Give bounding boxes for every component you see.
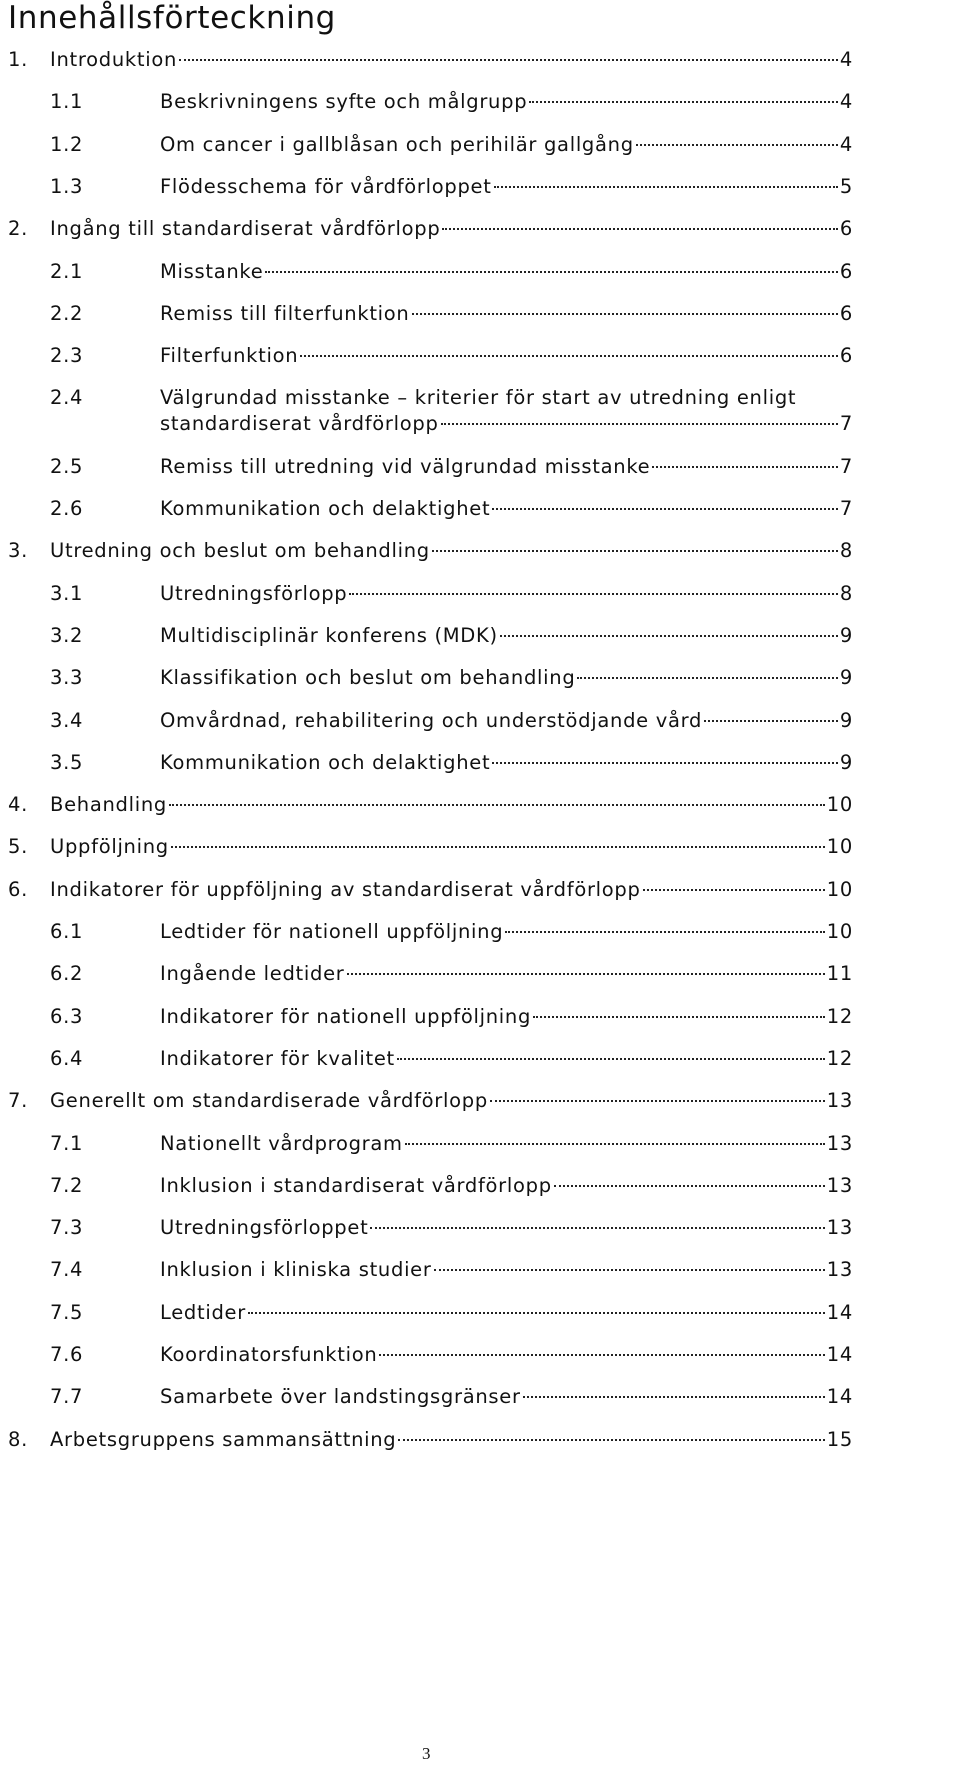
- toc-entry-number: 1.: [8, 48, 29, 71]
- toc-entry-line: [160, 1216, 853, 1240]
- toc-entry-title: Remiss till filterfunktion: [160, 301, 410, 325]
- dot-leader: [636, 144, 838, 146]
- dot-leader: [405, 1143, 825, 1145]
- toc-entry-number: 6.4: [50, 1046, 84, 1070]
- toc-entry-title: Klassifikation och beslut om behandling: [160, 666, 576, 690]
- dot-leader: [643, 889, 825, 891]
- toc-entry-page-number: 6: [839, 301, 853, 325]
- toc-entry-page-number: 5: [839, 174, 853, 198]
- dot-leader: [379, 1354, 824, 1356]
- toc-entry-line: [50, 217, 853, 241]
- toc-entry-title: Nationellt vårdprogram: [160, 1131, 403, 1155]
- toc-entry-title: Om cancer i gallblåsan och perihilär gallgång: [160, 132, 634, 156]
- dot-leader: [652, 466, 838, 468]
- toc-entry-page-number: 13: [826, 1173, 853, 1197]
- dot-leader: [492, 508, 838, 510]
- dot-leader: [492, 762, 838, 764]
- toc-entry-number: 2.1: [50, 259, 84, 283]
- dot-leader: [494, 186, 838, 188]
- dot-leader: [529, 101, 838, 103]
- toc-entry-title: Misstanke: [160, 259, 264, 283]
- toc-entry-line: [50, 793, 853, 817]
- toc-entry-title: Flödesschema för vårdförloppet: [160, 174, 492, 198]
- dot-leader: [505, 931, 824, 933]
- toc-entry-line: [160, 1258, 853, 1282]
- toc-entry-number: 8.: [8, 1427, 29, 1451]
- toc-entry-number: 4.: [8, 793, 29, 817]
- toc-entry-page-number: 10: [826, 920, 853, 943]
- toc-entry-number: 7.5: [50, 1300, 84, 1324]
- toc-entry-number: 7.2: [50, 1173, 84, 1197]
- toc-entry-line: [160, 133, 853, 157]
- toc-entry-number: 6.3: [50, 1004, 84, 1028]
- toc-entry-title: Ingående ledtider: [160, 962, 345, 986]
- toc-entry-page-number: 4: [839, 132, 853, 156]
- toc-entry-number: 7.7: [50, 1385, 84, 1409]
- toc-entry-line: [160, 1343, 853, 1367]
- toc-entry-title: Koordinatorsfunktion: [160, 1343, 378, 1366]
- toc-entry-title: Inklusion i kliniska studier: [160, 1258, 432, 1282]
- dot-leader: [704, 720, 838, 722]
- toc-entry-line: [160, 666, 853, 690]
- toc-entry-page-number: 13: [826, 1258, 853, 1282]
- dot-leader: [533, 1016, 825, 1018]
- toc-entry-line: [160, 751, 853, 775]
- toc-entry-number: 5.: [8, 835, 29, 859]
- toc-entry-page-number: 14: [826, 1300, 853, 1324]
- toc-entry-page-number: 7: [839, 497, 853, 520]
- dot-leader: [434, 1269, 825, 1271]
- dot-leader: [577, 677, 837, 679]
- toc-entry-number: 3.2: [50, 623, 84, 647]
- toc-entry-title: Ingång till standardiserat vårdförlopp: [50, 217, 441, 241]
- toc-heading: Innehållsförteckning: [8, 0, 336, 36]
- dot-leader: [442, 228, 837, 230]
- toc-entry-line: [160, 455, 853, 479]
- toc-entry-title: Behandling: [50, 793, 167, 817]
- toc-entry-page-number: 4: [839, 90, 853, 114]
- toc-entry-line: [160, 302, 853, 326]
- toc-entry-page-number: 11: [826, 962, 853, 986]
- toc-entry-line: [50, 48, 853, 72]
- toc-entry-title: Remiss till utredning vid välgrundad misstanke: [160, 454, 651, 478]
- toc-entry-title: Välgrundad misstanke – kriterier för start av utredning enligt: [160, 386, 797, 410]
- toc-entry-line: [160, 344, 853, 368]
- toc-entry-page-number: 10: [826, 793, 853, 817]
- toc-entry-title: Indikatorer för kvalitet: [160, 1046, 395, 1070]
- toc-entry-page-number: 8: [839, 539, 853, 563]
- dot-leader: [397, 1058, 825, 1060]
- toc-entry-title: Ledtider för nationell uppföljning: [160, 920, 504, 943]
- toc-entry-page-number: 14: [826, 1343, 853, 1366]
- toc-entry-line: [50, 835, 853, 859]
- toc-entry-title: Kommunikation och delaktighet: [160, 497, 491, 520]
- dot-leader: [432, 550, 838, 552]
- dot-leader: [523, 1396, 825, 1398]
- toc-entry-title: Arbetsgruppens sammansättning: [50, 1427, 397, 1451]
- toc-entry-page-number: 4: [839, 48, 853, 71]
- toc-entry-number: 3.: [8, 539, 29, 563]
- toc-entry-line: [160, 1005, 853, 1029]
- toc-entry-number: 7.: [8, 1089, 29, 1113]
- toc-entry-line: [160, 497, 853, 521]
- dot-leader: [554, 1185, 825, 1187]
- toc-entry-number: 3.1: [50, 581, 84, 605]
- toc-entry-page-number: 6: [839, 344, 853, 368]
- toc-entry-number: 3.5: [50, 750, 84, 774]
- toc-entry-number: 7.1: [50, 1131, 84, 1155]
- toc-entry-title: Generellt om standardiserade vårdförlopp: [50, 1089, 488, 1113]
- toc-entry-line: [160, 962, 853, 986]
- toc-entry-title: Utredningsförlopp: [160, 581, 348, 605]
- toc-entry-number: 6.: [8, 877, 29, 901]
- toc-entry-line: [50, 878, 853, 902]
- toc-entry-title: Introduktion: [50, 48, 178, 71]
- toc-entry-line: [160, 1301, 853, 1325]
- toc-entry-title: Samarbete över landstingsgränser: [160, 1385, 521, 1409]
- dot-leader: [441, 423, 838, 425]
- toc-entry-number: 7.4: [50, 1258, 84, 1282]
- footer-page-number: 3: [422, 1744, 431, 1763]
- toc-entry-number: 7.6: [50, 1343, 84, 1366]
- toc-entry-title: standardiserat vårdförlopp: [160, 412, 439, 436]
- toc-entry-number: 3.3: [50, 666, 84, 690]
- dot-leader: [300, 355, 838, 357]
- toc-entry-line: [160, 624, 853, 648]
- toc-entry-title: Uppföljning: [50, 835, 169, 859]
- toc-entry-line: [160, 1132, 853, 1156]
- toc-entry-title: Utredning och beslut om behandling: [50, 539, 430, 563]
- toc-entry-title: Ledtider: [160, 1300, 246, 1324]
- dot-leader: [370, 1227, 824, 1229]
- toc-entry-line: [160, 412, 853, 436]
- toc-entry-page-number: 12: [826, 1046, 853, 1070]
- toc-entry-number: 2.4: [50, 386, 84, 410]
- toc-entry-line: [160, 175, 853, 199]
- toc-entry-page-number: 15: [826, 1427, 853, 1451]
- toc-entry-title: Kommunikation och delaktighet: [160, 750, 491, 774]
- dot-leader: [500, 635, 838, 637]
- toc-entry-title: Multidisciplinär konferens (MDK): [160, 623, 498, 647]
- toc-entry-line: [50, 1428, 853, 1452]
- toc-entry-line: [160, 1174, 853, 1198]
- toc-entry-page-number: 6: [839, 259, 853, 283]
- toc-entry-line: [160, 260, 853, 284]
- dot-leader: [347, 973, 825, 975]
- toc-entry-number: 6.2: [50, 962, 84, 986]
- toc-entry-page-number: 12: [826, 1004, 853, 1028]
- toc-entry-page-number: 9: [839, 623, 853, 647]
- toc-entry-number: 7.3: [50, 1216, 84, 1240]
- toc-entry-number: 2.2: [50, 301, 84, 325]
- toc-entry-page-number: 8: [839, 581, 853, 605]
- dot-leader: [349, 593, 838, 595]
- toc-entry-page-number: 13: [826, 1216, 853, 1240]
- toc-entry-title: Utredningsförloppet: [160, 1216, 369, 1240]
- toc-entry-page-number: 13: [826, 1131, 853, 1155]
- toc-entry-title: Indikatorer för nationell uppföljning: [160, 1004, 532, 1028]
- dot-leader: [179, 59, 838, 61]
- toc-entry-line: [160, 1385, 853, 1409]
- dot-leader: [412, 313, 838, 315]
- dot-leader: [169, 804, 825, 806]
- toc-entry-page-number: 14: [826, 1385, 853, 1409]
- toc-entry-number: 2.5: [50, 454, 84, 478]
- toc-entry-title: Beskrivningens syfte och målgrupp: [160, 90, 528, 114]
- dot-leader: [265, 271, 837, 273]
- toc-entry-number: 6.1: [50, 920, 84, 943]
- dot-leader: [171, 846, 825, 848]
- toc-entry-page-number: 7: [839, 412, 853, 436]
- toc-entry-line: [50, 1089, 853, 1113]
- toc-entry-number: 2.: [8, 217, 29, 241]
- toc-entry-line: [160, 920, 853, 944]
- toc-entry-page-number: 10: [826, 877, 853, 901]
- toc-entry-number: 1.2: [50, 132, 84, 156]
- toc-entry-number: 2.6: [50, 497, 84, 520]
- toc-entry-page-number: 9: [839, 708, 853, 732]
- toc-entry-title: Omvårdnad, rehabilitering och understödjande vård: [160, 708, 703, 732]
- toc-entry-page-number: 13: [826, 1089, 853, 1113]
- toc-entry-page-number: 9: [839, 750, 853, 774]
- toc-entry-title: Indikatorer för uppföljning av standardiserat vårdförlopp: [50, 877, 641, 901]
- toc-entry-number: 2.3: [50, 344, 84, 368]
- toc-entry-number: 1.3: [50, 174, 84, 198]
- toc-entry-number: 3.4: [50, 708, 84, 732]
- toc-entry-number: 1.1: [50, 90, 84, 114]
- toc-entry-page-number: 9: [839, 666, 853, 690]
- toc-entry-line: [50, 539, 853, 563]
- toc-entry-page-number: 7: [839, 454, 853, 478]
- dot-leader: [490, 1100, 825, 1102]
- toc-entry-title: Filterfunktion: [160, 344, 299, 368]
- toc-entry-line: [160, 90, 853, 114]
- toc-entry-line: [160, 582, 853, 606]
- toc-entry-page-number: 10: [826, 835, 853, 859]
- toc-entry-page-number: 6: [839, 217, 853, 241]
- toc-entry-line: [160, 1047, 853, 1071]
- toc-entry-title: Inklusion i standardiserat vårdförlopp: [160, 1173, 552, 1197]
- dot-leader: [248, 1312, 825, 1314]
- dot-leader: [398, 1439, 824, 1441]
- toc-entry-line: [160, 709, 853, 733]
